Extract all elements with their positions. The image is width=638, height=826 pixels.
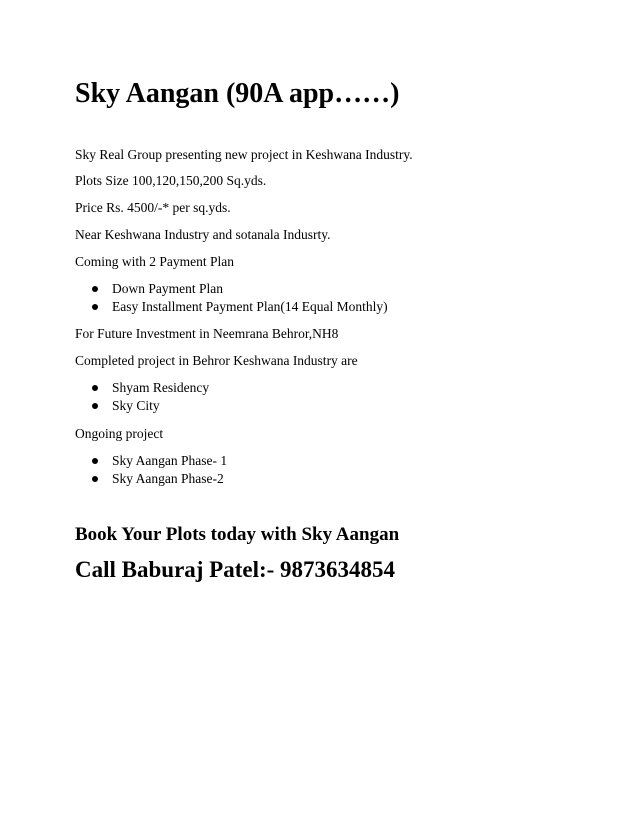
ongoing-projects-heading: Ongoing project [75, 426, 164, 441]
list-item [75, 280, 388, 298]
bullet-icon [92, 476, 98, 482]
payment-plan-list [75, 280, 388, 316]
bullet-icon [92, 304, 98, 310]
future-investment-text: For Future Investment in Neemrana Behror,NH8 [75, 326, 339, 341]
list-item [75, 379, 209, 397]
intro-text: Sky Real Group presenting new project in Keshwana Industry. [75, 147, 413, 162]
ongoing-projects-list [75, 452, 227, 488]
bullet-icon [92, 403, 98, 409]
list-item-label: Sky Aangan Phase-2 [112, 471, 224, 486]
list-item-label: Easy Installment Payment Plan(14 Equal Monthly) [112, 299, 388, 314]
list-item-label: Shyam Residency [112, 380, 210, 395]
contact-heading: Call Baburaj Patel:- 9873634854 [75, 557, 396, 582]
bullet-icon [92, 458, 98, 464]
completed-projects-heading: Completed project in Behror Keshwana Industry are [75, 353, 358, 368]
plots-size-text: Plots Size 100,120,150,200 Sq.yds. [75, 173, 267, 188]
book-plots-heading: Book Your Plots today with Sky Aangan [75, 524, 400, 545]
list-item-label: Sky City [112, 398, 160, 413]
location-text: Near Keshwana Industry and sotanala Indusrty. [75, 227, 331, 242]
list-item [75, 397, 209, 415]
bullet-icon [92, 286, 98, 292]
list-item-label: Sky Aangan Phase- 1 [112, 453, 228, 468]
completed-projects-list [75, 379, 209, 415]
price-text: Price Rs. 4500/-* per sq.yds. [75, 200, 231, 215]
payment-plan-heading: Coming with 2 Payment Plan [75, 254, 235, 269]
list-item [75, 470, 227, 488]
list-item [75, 452, 227, 470]
list-item [75, 298, 388, 316]
document-title: Sky Aangan (90A app……) [75, 78, 400, 109]
bullet-icon [92, 385, 98, 391]
list-item-label: Down Payment Plan [112, 281, 223, 296]
